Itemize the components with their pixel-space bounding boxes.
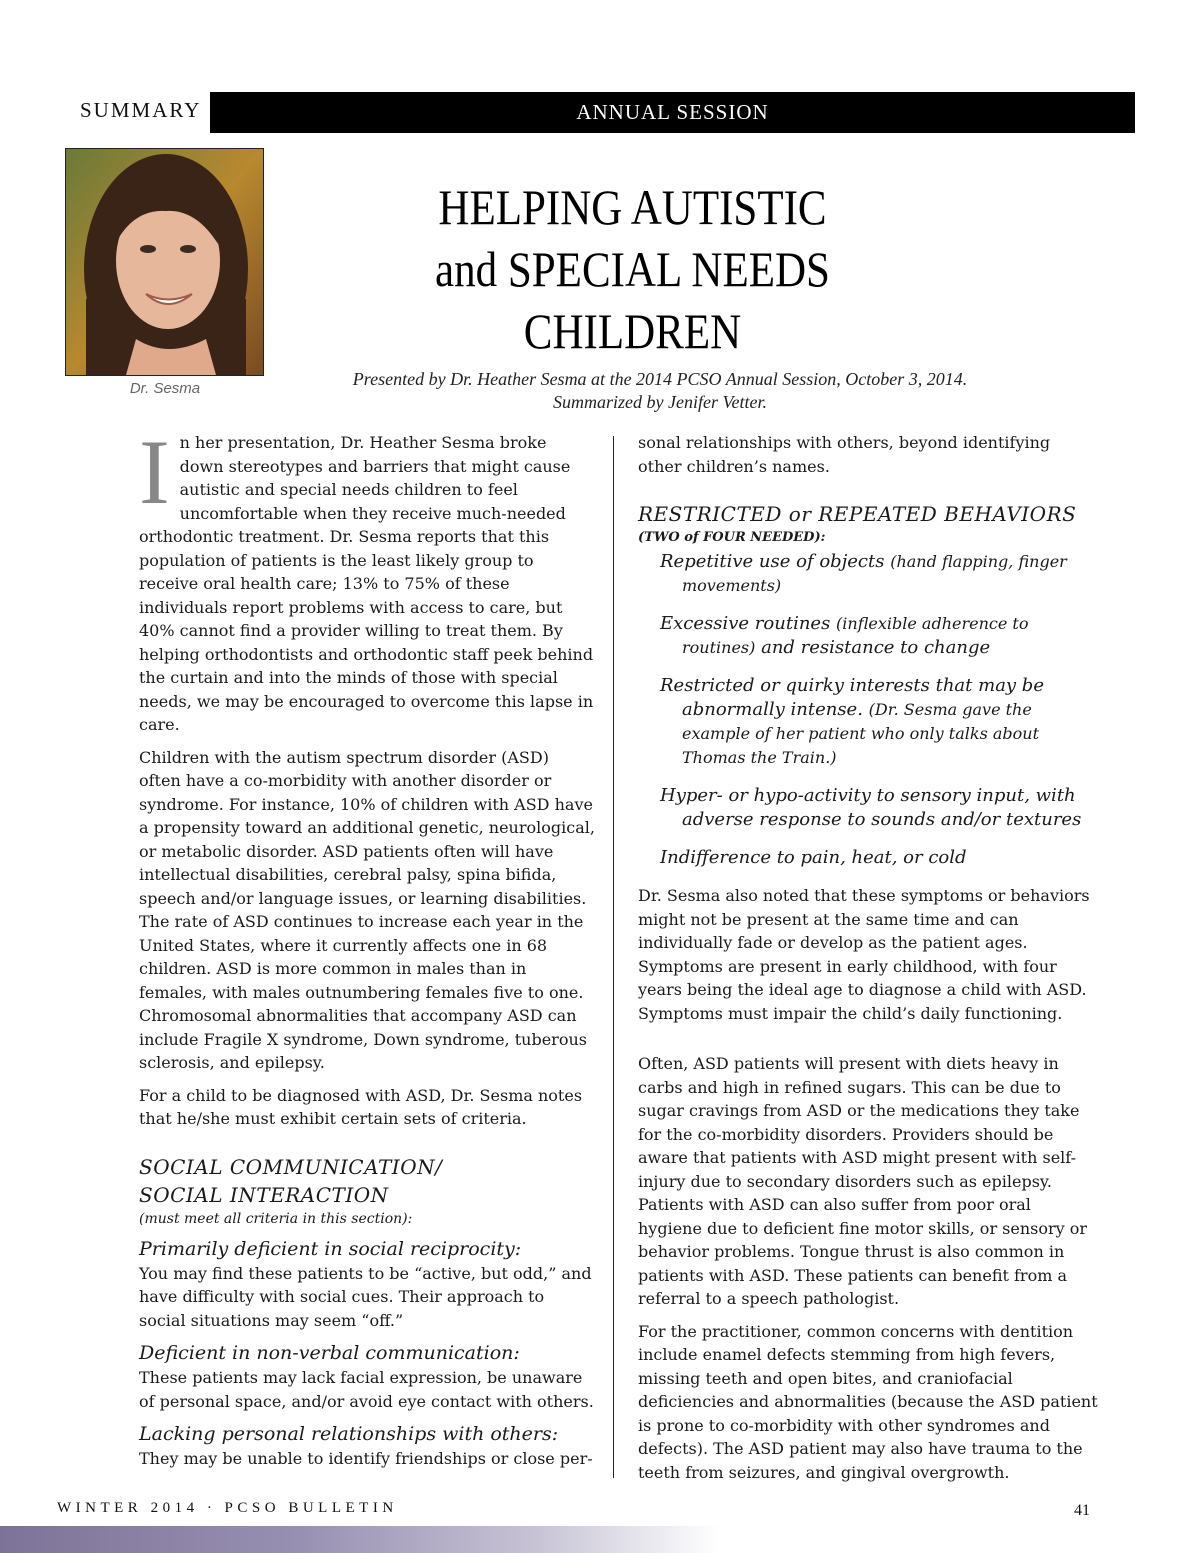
byline-summarized: Summarized by Jenifer Vetter.: [553, 392, 767, 412]
criterion-title: Primarily deficient in social reciprocity:: [139, 1237, 522, 1260]
column-divider: [613, 436, 614, 1478]
photo-caption: Dr. Sesma: [129, 380, 201, 397]
page-number: 41: [1074, 1502, 1090, 1519]
footer-publication: WINTER 2014 · PCSO BULLETIN: [57, 1500, 398, 1516]
criterion-text: You may find these patients to be “active, but odd,” and have difficulty with social cues. Their approach to social situations may seem “off.”: [139, 1263, 592, 1330]
intro-text: n her presentation, Dr. Heather Sesma broke down stereotypes and barriers that might cause autistic and special needs children to feel uncomfortable when they receive much-needed orthodontic treatment. Dr. Sesma reports that this population of patients is the least likely group to receive oral health care; 13% to 75% of these individuals report problems with access to care, but 40% cannot find a provider willing to treat them. By helping orthodontists and orthodontic staff peek behind the curtain and into the minds of those with special needs, we may be encouraged to overcome this lapse in care.: [139, 433, 594, 734]
continued-paragraph: sonal relationships with others, beyond identifying other children’s names.: [638, 433, 1051, 476]
behavior-main: Hyper- or hypo-activity to sensory input, with adverse response to sounds and/or textures: [660, 785, 1082, 830]
body-paragraph: For a child to be diagnosed with ASD, Dr. Sesma notes that he/she must exhibit certain sets of criteria.: [139, 1085, 583, 1128]
section-heading-line: SOCIAL INTERACTION: [139, 1182, 389, 1207]
section-heading-line: SOCIAL COMMUNICATION/: [139, 1154, 443, 1179]
title-line-1: HELPING AUTISTIC: [438, 179, 827, 235]
criterion-title: Deficient in non-verbal communication:: [139, 1342, 520, 1364]
section-note: (must meet all criteria in this section):: [139, 1210, 413, 1227]
behavior-main: Restricted or quirky interests that may be abnormally intense.: [660, 675, 1044, 720]
section-note: (TWO of FOUR NEEDED):: [638, 530, 826, 545]
right-column: [638, 431, 1098, 1493]
behavior-main: Excessive routines: [660, 613, 831, 634]
criterion-title: Lacking personal relationships with others:: [139, 1423, 559, 1445]
section-label: SUMMARY: [80, 98, 202, 122]
section-banner-text: ANNUAL SESSION: [576, 100, 769, 124]
left-column: [139, 421, 595, 1480]
article-title: [329, 176, 935, 362]
section-heading-social: [139, 1153, 595, 1209]
paragraph-gap: [638, 1034, 1098, 1052]
body-paragraph: Dr. Sesma also noted that these symptoms or behaviors might not be present at the same time and can individually fade or develop as the patient ages. Symptoms are present in early childhood, with four years being the ideal age to diagnose a child with ASD. Symptoms must impair the child’s daily functioning.: [638, 886, 1090, 1023]
author-photo: [65, 148, 264, 376]
behavior-main: Repetitive use of objects: [660, 551, 885, 572]
behavior-item: [638, 784, 1098, 832]
body-paragraph: Children with the autism spectrum disorder (ASD) often have a co-morbidity with another disorder or syndrome. For instance, 10% of children with ASD have a propensity toward an additional genetic, neurological, or metabolic disorder. ASD patients often will have intellectual disabilities, cerebral palsy, spina bifida, speech and/or language issues, or learning disabilities. The rate of ASD continues to increase each year in the United States, where it currently affects one in 68 children. ASD is more common in males than in females, with males outnumbering females five to one. Chromosomal abnormalities that accompany ASD can include Fragile X syndrome, Down syndrome, tuberous sclerosis, and epilepsy.: [139, 747, 595, 1072]
body-paragraph: For the practitioner, common concerns with dentition include enamel defects stemming from high fevers, missing teeth and open bites, and craniofacial deficiencies and abnormalities (because the ASD patient is prone to co-morbidity with other syndromes and defects). The ASD patient may also have trauma to the teeth from seizures, and gingival overgrowth.: [638, 1321, 1098, 1482]
section-banner: [210, 92, 1135, 133]
behavior-note: (hand flapping, finger movements): [682, 552, 1067, 595]
footer-gradient-bar: [0, 1526, 1200, 1553]
intro-paragraph: [139, 421, 595, 737]
behavior-item: [638, 846, 1098, 870]
section-heading-behaviors: RESTRICTED or REPEATED BEHAVIORS: [638, 502, 1077, 526]
behavior-item: [638, 674, 1098, 770]
behavior-item: [638, 550, 1098, 598]
title-line-2: and SPECIAL NEEDS CHILDREN: [435, 241, 830, 359]
behavior-tail: and resistance to change: [761, 637, 991, 658]
body-paragraph: Often, ASD patients will present with diets heavy in carbs and high in refined sugars. This can be due to sugar cravings from ASD or the medications they take for the co-morbidity disorders. Providers should be aware that patients with ASD might present with self-injury due to secondary disorders such as epilepsy. Patients with ASD can also suffer from poor oral hygiene due to deficient fine motor skills, or sensory or behavior problems. Tongue thrust is also common in patients with ASD. These patients can benefit from a referral to a speech pathologist.: [638, 1054, 1088, 1308]
behavior-note: (inflexible adherence to routines): [682, 614, 1029, 657]
byline-presented: Presented by Dr. Heather Sesma at the 2014 PCSO Annual Session, October 3, 2014.: [352, 369, 968, 389]
criterion-text: These patients may lack facial expression, be unaware of personal space, and/or avoid eye contact with others.: [139, 1368, 594, 1411]
behavior-main: Indifference to pain, heat, or cold: [660, 847, 967, 868]
behavior-note: (Dr. Sesma gave the example of her patient who only talks about Thomas the Train.): [682, 700, 1040, 767]
byline: [300, 368, 1020, 414]
criterion-text: They may be unable to identify friendships or close per-: [139, 1449, 593, 1468]
behavior-item: [638, 612, 1098, 660]
drop-cap: I: [139, 421, 170, 523]
